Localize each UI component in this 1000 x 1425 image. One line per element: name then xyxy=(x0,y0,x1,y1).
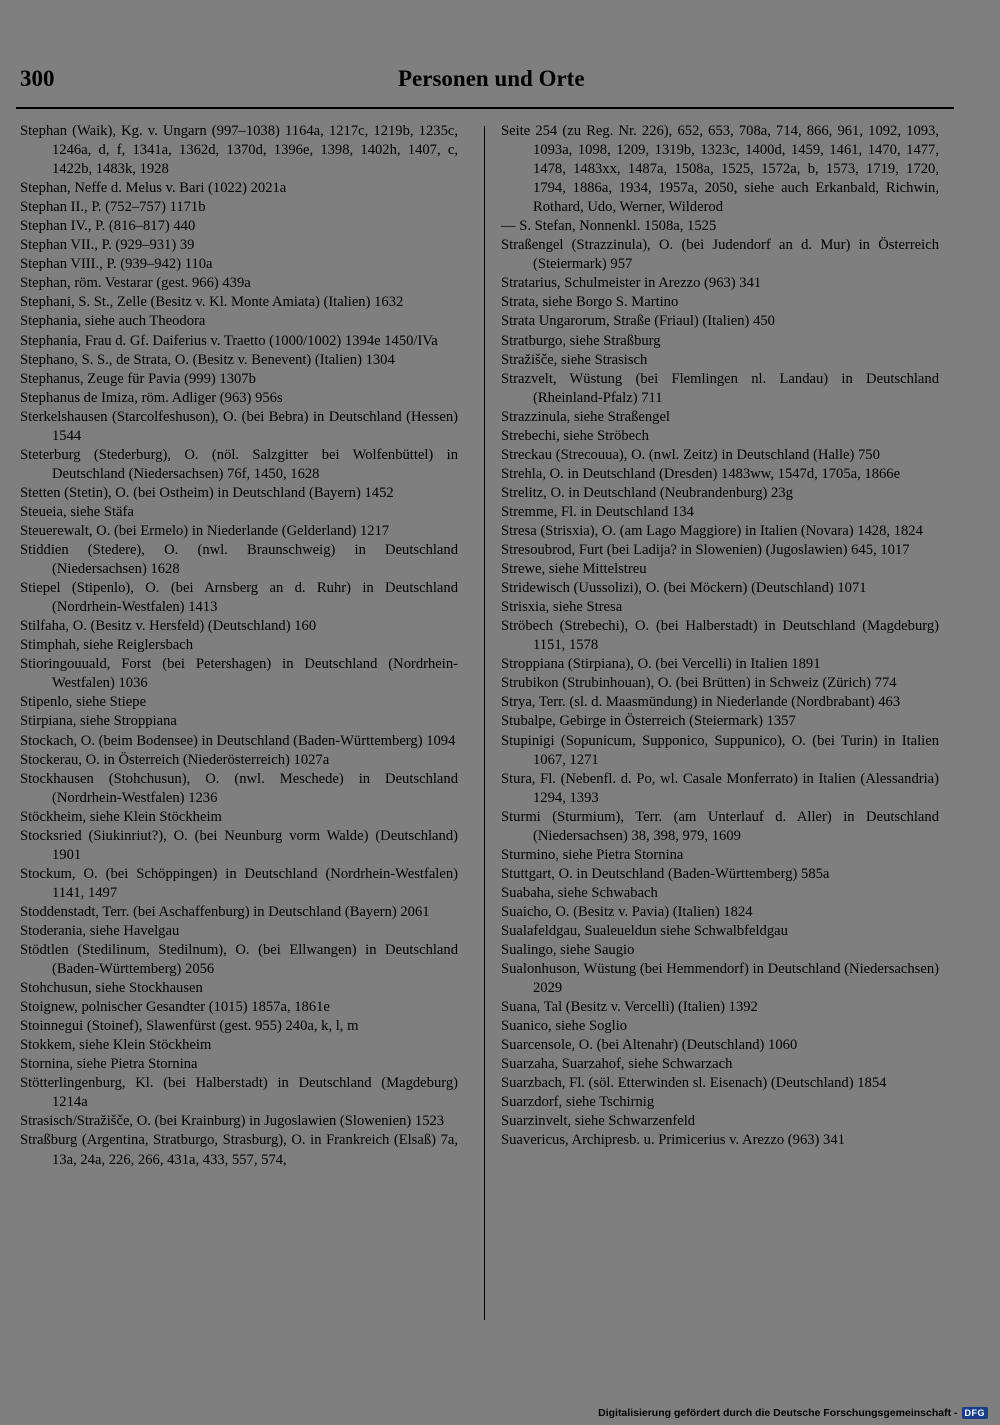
index-entry: Steueia, siehe Stäfa xyxy=(20,503,134,520)
index-entry: Stockum, O. (bei Schöppingen) in Deutschland (Nordrhein-Westfalen) 1141, 1497 xyxy=(20,865,458,901)
index-entry: Suaicho, O. (Besitz v. Pavia) (Italien) 1824 xyxy=(501,903,753,920)
index-entry: Suana, Tal (Besitz v. Vercelli) (Italien) 1392 xyxy=(501,999,758,1016)
index-entry: Suanico, siehe Soglio xyxy=(501,1018,628,1035)
index-entry: Suarzaha, Suarzahof, siehe Schwarzach xyxy=(501,1056,733,1073)
index-entry: Stokkem, siehe Klein Stöckheim xyxy=(20,1037,212,1054)
index-entry: Stipenlo, siehe Stiepe xyxy=(20,694,147,711)
index-entry: Seite 254 (zu Reg. Nr. 226), 652, 653, 708a, 714, 866, 961, 1092, 1093, 1093a, 1098, 1209, 1319b, 1323c, 1400d, 1459, 1461, 1470, 1477, 1478, 1483xx, 1487a, 1508a, 1525, 1572a, b, 1573, 1719, 1720, 1794, 1886a, 1934, 1957a, 2050, siehe auch Erkanbald, Richwin, Rothard, Udo, Werner, Wilderod xyxy=(501,123,939,216)
index-entry: Straßburg (Argentina, Stratburgo, Strasburg), O. in Frankreich (Elsaß) 7a, 13a, 24a, 226, 266, 431a, 433, 557, 574, xyxy=(20,1132,458,1168)
index-entry: Stohchusun, siehe Stockhausen xyxy=(20,980,203,997)
index-entry: Stockerau, O. in Österreich (Niederösterreich) 1027a xyxy=(20,751,330,768)
index-entry: Stoinnegui (Stoinef), Slawenfürst (gest. 955) 240a, k, l, m xyxy=(20,1018,359,1035)
index-entry: Stura, Fl. (Nebenfl. d. Po, wl. Casale Monferrato) in Italien (Alessandria) 1294, 1393 xyxy=(501,770,939,806)
left-column xyxy=(20,122,458,1170)
index-entry: Suavericus, Archipresb. u. Primicerius v. Arezzo (963) 341 xyxy=(501,1132,845,1149)
index-entry: Stephan, Neffe d. Melus v. Bari (1022) 2021a xyxy=(20,180,287,197)
index-entry: Stimphah, siehe Reiglersbach xyxy=(20,637,194,654)
index-entry: Stratburgo, siehe Straßburg xyxy=(501,332,661,349)
index-entry: Stroppiana (Stirpiana), O. (bei Vercelli) in Italien 1891 xyxy=(501,656,821,673)
right-column xyxy=(501,122,939,1151)
index-entry: Stornina, siehe Pietra Stornina xyxy=(20,1056,198,1073)
index-entry: Sualafeldgau, Sualeueldun siehe Schwalbfeldgau xyxy=(501,922,788,939)
index-entry: Stirpiana, siehe Stroppiana xyxy=(20,713,177,730)
index-entry: Stresoubrod, Furt (bei Ladija? in Slowenien) (Jugoslawien) 645, 1017 xyxy=(501,542,910,559)
index-entry: Ströbech (Strebechi), O. (bei Halberstadt) in Deutschland (Magdeburg) 1151, 1578 xyxy=(501,618,939,654)
index-entry: Sualonhuson, Wüstung (bei Hemmendorf) in Deutschland (Niedersachsen) 2029 xyxy=(501,961,939,997)
index-entry: Stephan IV., P. (816–817) 440 xyxy=(20,218,196,235)
index-entry: Sturmino, siehe Pietra Stornina xyxy=(501,846,684,863)
index-entry: Stoddenstadt, Terr. (bei Aschaffenburg) in Deutschland (Bayern) 2061 xyxy=(20,903,430,920)
index-entry: Stephania, Frau d. Gf. Daiferius v. Traetto (1000/1002) 1394e 1450/IVa xyxy=(20,332,438,349)
index-entry: Sualingo, siehe Saugio xyxy=(501,942,635,959)
index-entry: Strata Ungarorum, Straße (Friaul) (Italien) 450 xyxy=(501,313,775,330)
index-entry: Stephan, röm. Vestarar (gest. 966) 439a xyxy=(20,275,251,292)
dfg-logo: DFG xyxy=(962,1407,989,1419)
index-entry: Stephanus de Imiza, röm. Adliger (963) 956s xyxy=(20,389,283,406)
index-entry: Stödtlen (Stedilinum, Stedilnum), O. (bei Ellwangen) in Deutschland (Baden-Württemberg) 2056 xyxy=(20,942,458,978)
index-entry: Strya, Terr. (sl. d. Maasmündung) in Niederlande (Nordbrabant) 463 xyxy=(501,694,901,711)
index-entry: Stötterlingenburg, Kl. (bei Halberstadt) in Deutschland (Magdeburg) 1214a xyxy=(20,1075,458,1111)
index-entry: Strazzinula, siehe Straßengel xyxy=(501,408,670,425)
index-entry: Stephanus, Zeuge für Pavia (999) 1307b xyxy=(20,370,256,387)
index-entry: Suarzbach, Fl. (söl. Etterwinden sl. Eisenach) (Deutschland) 1854 xyxy=(501,1075,887,1092)
index-entry: Steterburg (Stederburg), O. (nöl. Salzgitter bei Wolfenbüttel) in Deutschland (Niedersachsen) 76f, 1450, 1628 xyxy=(20,446,458,482)
index-entry: Suarcensole, O. (bei Altenahr) (Deutschland) 1060 xyxy=(501,1037,798,1054)
index-entry: Streckau (Strecouua), O. (nwl. Zeitz) in Deutschland (Halle) 750 xyxy=(501,446,880,463)
index-entry: Stioringouuald, Forst (bei Petershagen) in Deutschland (Nordrhein-Westfalen) 1036 xyxy=(20,656,458,692)
index-entry: Sturmi (Sturmium), Terr. (am Unterlauf d. Aller) in Deutschland (Niedersachsen) 38, 398, 979, 1609 xyxy=(501,808,939,844)
footer-text: Digitalisierung gefördert durch die Deutsche Forschungsgemeinschaft - xyxy=(598,1407,958,1419)
page-number: 300 xyxy=(20,66,55,91)
index-entry: Stremme, Fl. in Deutschland 134 xyxy=(501,503,694,520)
index-entry: Steuerewalt, O. (bei Ermelo) in Niederlande (Gelderland) 1217 xyxy=(20,522,390,539)
index-entry: Strebechi, siehe Ströbech xyxy=(501,427,649,444)
index-entry: Stephani, S. St., Zelle (Besitz v. Kl. Monte Amiata) (Italien) 1632 xyxy=(20,294,404,311)
index-entry: Stubalpe, Gebirge in Österreich (Steiermark) 1357 xyxy=(501,713,796,730)
index-entry: Strewe, siehe Mittelstreu xyxy=(501,561,647,578)
index-entry: Stocksried (Siukinriut?), O. (bei Neunburg vorm Walde) (Deutschland) 1901 xyxy=(20,827,458,863)
index-entry: Sterkelshausen (Starcolfeshuson), O. (bei Bebra) in Deutschland (Hessen) 1544 xyxy=(20,408,458,444)
column-divider xyxy=(484,126,485,1320)
index-entry: Strata, siehe Borgo S. Martino xyxy=(501,294,679,311)
index-entry: Stoignew, polnischer Gesandter (1015) 1857a, 1861e xyxy=(20,999,330,1016)
index-entry: Stilfaha, O. (Besitz v. Hersfeld) (Deutschland) 160 xyxy=(20,618,317,635)
index-entry: Stockhausen (Stohchusun), O. (nwl. Meschede) in Deutschland (Nordrhein-Westfalen) 1236 xyxy=(20,770,458,806)
index-entry: Stoderania, siehe Havelgau xyxy=(20,922,180,939)
index-entry: Strasisch/Stražišče, O. (bei Krainburg) in Jugoslawien (Slowenien) 1523 xyxy=(20,1113,445,1130)
index-entry: Suabaha, siehe Schwabach xyxy=(501,884,658,901)
index-entry: Straßengel (Strazzinula), O. (bei Judendorf an d. Mur) in Österreich (Steiermark) 957 xyxy=(501,237,939,273)
index-entry: Stephan II., P. (752–757) 1171b xyxy=(20,199,206,216)
index-entry: Stupinigi (Sopunicum, Supponico, Suppunico), O. (bei Turin) in Italien 1067, 1271 xyxy=(501,732,939,768)
index-entry: Stresa (Strisxia), O. (am Lago Maggiore) in Italien (Novara) 1428, 1824 xyxy=(501,522,923,539)
index-entry: Stiepel (Stipenlo), O. (bei Arnsberg an d. Ruhr) in Deutschland (Nordrhein-Westfalen) 1413 xyxy=(20,580,458,616)
index-entry: Stuttgart, O. in Deutschland (Baden-Württemberg) 585a xyxy=(501,865,830,882)
index-entry: Strubikon (Strubinhouan), O. (bei Brütten) in Schweiz (Zürich) 774 xyxy=(501,675,897,692)
index-entry: Stephan VIII., P. (939–942) 110a xyxy=(20,256,213,273)
index-entry: Strisxia, siehe Stresa xyxy=(501,599,623,616)
index-entry: Strelitz, O. in Deutschland (Neubrandenburg) 23g xyxy=(501,484,793,501)
header-rule xyxy=(16,107,954,109)
index-entry: Stephano, S. S., de Strata, O. (Besitz v. Benevent) (Italien) 1304 xyxy=(20,351,395,368)
index-entry: Strehla, O. in Deutschland (Dresden) 1483ww, 1547d, 1705a, 1866e xyxy=(501,465,901,482)
index-entry: Suarzdorf, siehe Tschirnig xyxy=(501,1094,655,1111)
footer xyxy=(598,1407,988,1419)
index-entry: Stephan VII., P. (929–931) 39 xyxy=(20,237,195,254)
index-entry: Strazvelt, Wüstung (bei Flemlingen nl. Landau) in Deutschland (Rheinland-Pfalz) 711 xyxy=(501,370,939,406)
index-entry: Stephania, siehe auch Theodora xyxy=(20,313,206,330)
index-entry: Stetten (Stetin), O. (bei Ostheim) in Deutschland (Bayern) 1452 xyxy=(20,484,394,501)
index-entry: Stöckheim, siehe Klein Stöckheim xyxy=(20,808,222,825)
index-entry: Suarzinvelt, siehe Schwarzenfeld xyxy=(501,1113,696,1130)
index-entry: Stratarius, Schulmeister in Arezzo (963) 341 xyxy=(501,275,762,292)
index-entry: Stridewisch (Uussolizi), O. (bei Möckern) (Deutschland) 1071 xyxy=(501,580,867,597)
index-entry: Stražišče, siehe Strasisch xyxy=(501,351,648,368)
index-entry: Stockach, O. (beim Bodensee) in Deutschland (Baden-Württemberg) 1094 xyxy=(20,732,456,749)
index-entry: Stephan (Waik), Kg. v. Ungarn (997–1038) 1164a, 1217c, 1219b, 1235c, 1246a, d, f, 1341a, 1362d, 1370d, 1396e, 1398, 1402h, 1407, c, 1422b, 1483k, 1928 xyxy=(20,123,458,178)
page-title: Personen und Orte xyxy=(398,66,585,91)
index-entry: Stiddien (Stedere), O. (nwl. Braunschweig) in Deutschland (Niedersachsen) 1628 xyxy=(20,542,458,578)
index-entry: — S. Stefan, Nonnenkl. 1508a, 1525 xyxy=(501,218,717,235)
